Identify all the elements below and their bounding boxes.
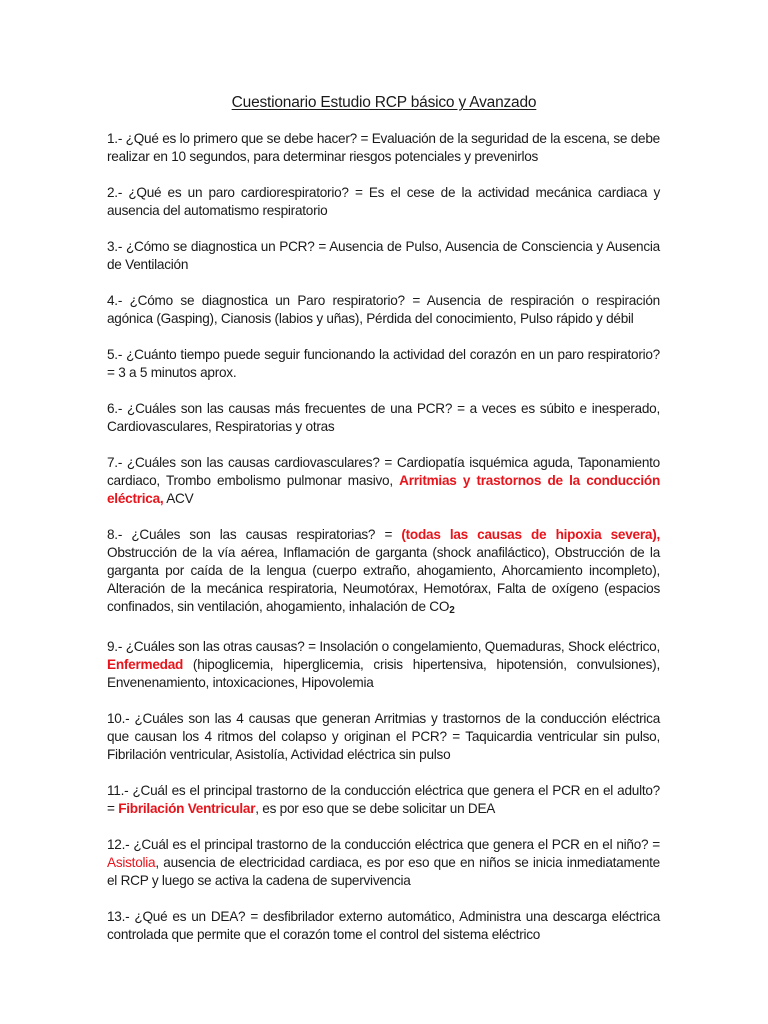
question-item-11: [107, 782, 660, 818]
question-item-4: [107, 292, 660, 328]
question-text: 2.- ¿Qué es un paro cardiorespiratorio? = Es el cese de la actividad mecánica cardiaca y ausencia del automatismo respiratorio: [107, 185, 660, 218]
question-item-13: [107, 908, 660, 944]
question-text: 4.- ¿Cómo se diagnostica un Paro respiratorio? = Ausencia de respiración o respiración agónica (Gasping), Cianosis (labios y uñas), Pérdida del conocimiento, Pulso rápido y débil: [107, 293, 660, 326]
question-item-10: [107, 710, 660, 764]
question-text: 3.- ¿Cómo se diagnostica un PCR? = Ausencia de Pulso, Ausencia de Consciencia y Ausencia de Ventilación: [107, 239, 660, 272]
question-item-6: [107, 400, 660, 436]
subscript-text: 2: [449, 605, 455, 616]
question-text: 6.- ¿Cuáles son las causas más frecuentes de una PCR? = a veces es súbito e inesperado, Cardiovasculares, Respiratorias y otras: [107, 401, 660, 434]
question-text: 9.- ¿Cuáles son las otras causas? = Insolación o congelamiento, Quemaduras, Shock eléctrico,: [107, 639, 660, 654]
question-item-9: [107, 638, 660, 692]
question-item-3: [107, 238, 660, 274]
highlight-text: Asistolia: [107, 855, 156, 870]
question-item-1: [107, 130, 660, 166]
highlight-text: Fibrilación Ventricular: [118, 801, 256, 816]
question-text: 7.- ¿Cuáles son las causas cardiovasculares? = Cardiopatía isquémica aguda, Taponamiento cardiaco, Trombo embolismo pulmonar masivo,: [107, 455, 660, 488]
question-text: 8.- ¿Cuáles son las causas respiratorias? =: [107, 527, 402, 542]
question-text: 5.- ¿Cuánto tiempo puede seguir funcionando la actividad del corazón en un paro respiratorio? = 3 a 5 minutos aprox.: [107, 347, 660, 380]
question-text: 13.- ¿Qué es un DEA? = desfibrilador externo automático, Administra una descarga eléctrica controlada que permite que el corazón tome el control del sistema eléctrico: [107, 909, 660, 942]
question-text: (hipoglicemia, hiperglicemia, crisis hipertensiva, hipotensión, convulsiones), Envenenamiento, intoxicaciones, Hipovolemia: [107, 657, 660, 690]
question-item-12: [107, 836, 660, 890]
question-text: 1.- ¿Qué es lo primero que se debe hacer? = Evaluación de la seguridad de la escena, se debe realizar en 10 segundos, para determinar riesgos potenciales y prevenirlos: [107, 131, 660, 164]
highlight-text: Enfermedad: [107, 657, 184, 672]
document-title: Cuestionario Estudio RCP básico y Avanzado: [231, 94, 537, 111]
question-list: [107, 130, 660, 962]
question-item-8: [107, 526, 660, 620]
highlight-text: Arritmias y trastornos de la conducción eléctrica,: [107, 473, 660, 506]
question-item-5: [107, 346, 660, 382]
highlight-text: (todas las causas de hipoxia severa),: [401, 527, 661, 542]
question-item-7: [107, 454, 660, 508]
question-item-2: [107, 184, 660, 220]
question-text: 12.- ¿Cuál es el principal trastorno de la conducción eléctrica que genera el PCR en el niño? =: [107, 837, 660, 852]
question-text: Obstrucción de la vía aérea, Inflamación de garganta (shock anafiláctico), Obstrucción de la garganta por caída de la lengua (cuerpo extraño, ahogamiento, Ahorcamiento incompleto), Alteración de la mecánica respiratoria, Neumotórax, Hemotórax, Falta de oxígeno (espacios confinados, sin ventilación, ahogamiento, inhalación de CO: [107, 545, 660, 614]
question-text: , es por eso que se debe solicitar un DEA: [255, 801, 496, 816]
question-text: 11.- ¿Cuál es el principal trastorno de la conducción eléctrica que genera el PCR en el adulto? =: [107, 783, 660, 816]
question-text: 10.- ¿Cuáles son las 4 causas que generan Arritmias y trastornos de la conducción eléctrica que causan los 4 ritmos del colapso y originan el PCR? = Taquicardia ventricular sin pulso, Fibrilación ventricular, Asistolía, Actividad eléctrica sin pulso: [107, 711, 660, 762]
question-text: , ausencia de electricidad cardiaca, es por eso que en niños se inicia inmediatamente el RCP y luego se activa la cadena de supervivencia: [107, 855, 660, 888]
question-text: ACV: [163, 491, 194, 506]
